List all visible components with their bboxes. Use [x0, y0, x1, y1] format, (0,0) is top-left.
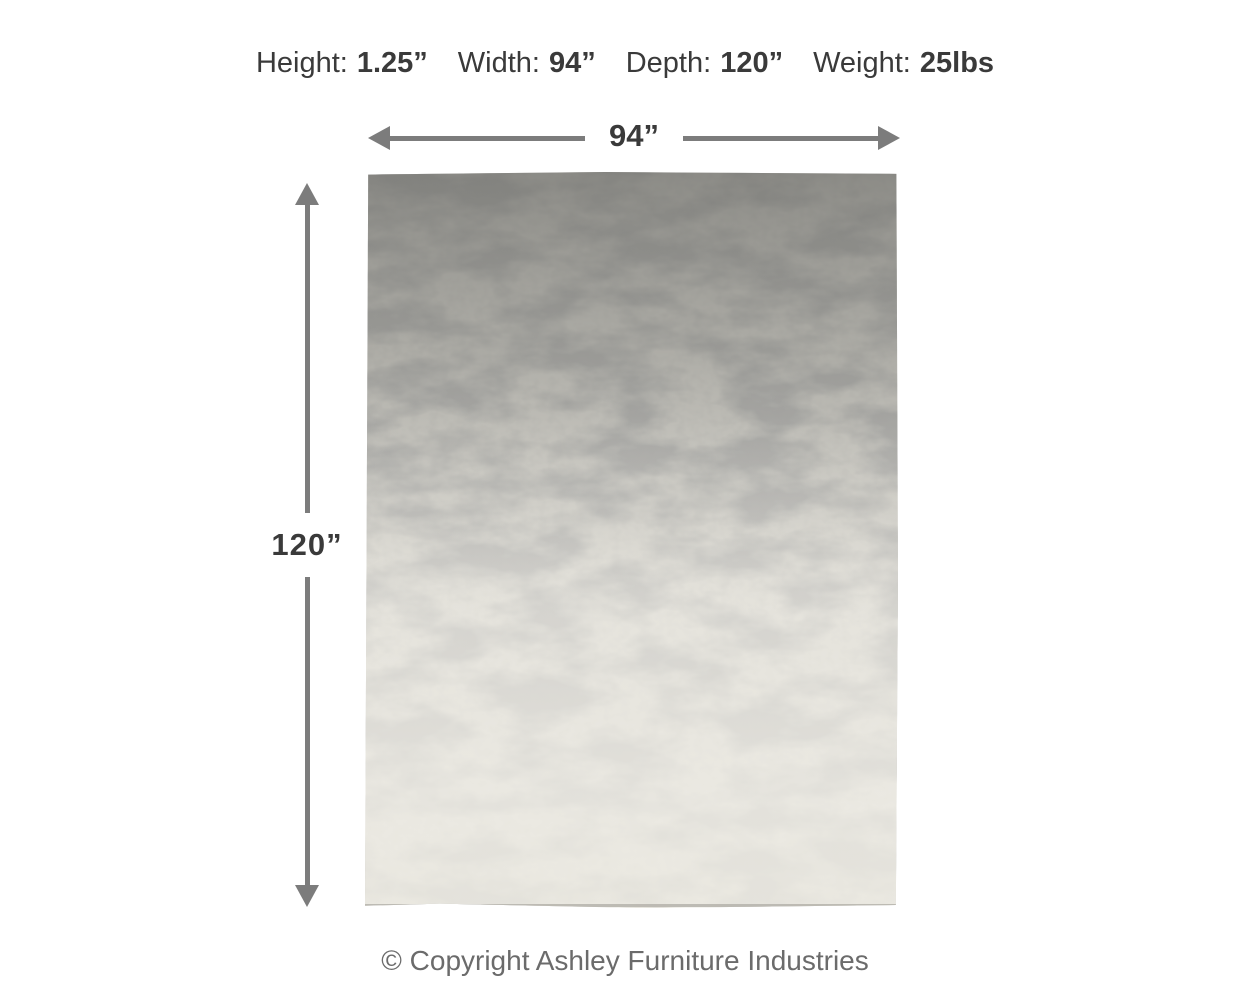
- height-arrow-shaft-bottom: [305, 577, 310, 885]
- width-arrow-shaft-right: [683, 136, 878, 141]
- width-arrow-label: 94”: [609, 118, 659, 153]
- spec-item-width: [458, 46, 596, 80]
- height-arrow-shaft-top: [305, 205, 310, 513]
- spec-bar: [0, 46, 1250, 80]
- width-dimension-arrow: [368, 118, 900, 155]
- spec-item-height: [256, 46, 428, 80]
- arrowhead-left-icon: [368, 126, 390, 150]
- spec-label-depth: Depth:: [625, 47, 712, 79]
- arrowhead-up-icon: [295, 183, 319, 205]
- spec-item-depth: [626, 46, 783, 80]
- height-arrow-label: 120”: [271, 527, 343, 562]
- spec-value-depth: 120”: [720, 47, 784, 79]
- spec-value-weight: 25lbs: [919, 47, 995, 79]
- spec-value-width: 94”: [548, 47, 596, 79]
- arrowhead-down-icon: [295, 885, 319, 907]
- spec-label-weight: Weight:: [813, 47, 911, 79]
- spec-value-height: 1.25”: [356, 47, 428, 79]
- spec-item-weight: [813, 46, 994, 80]
- arrowhead-right-icon: [878, 126, 900, 150]
- copyright-text: © Copyright Ashley Furniture Industries: [381, 945, 869, 976]
- height-dimension-arrow: [255, 183, 359, 907]
- spec-label-width: Width:: [457, 47, 540, 79]
- width-arrow-shaft-left: [390, 136, 585, 141]
- spec-label-height: Height:: [255, 47, 348, 79]
- rug-product-image: [365, 172, 898, 908]
